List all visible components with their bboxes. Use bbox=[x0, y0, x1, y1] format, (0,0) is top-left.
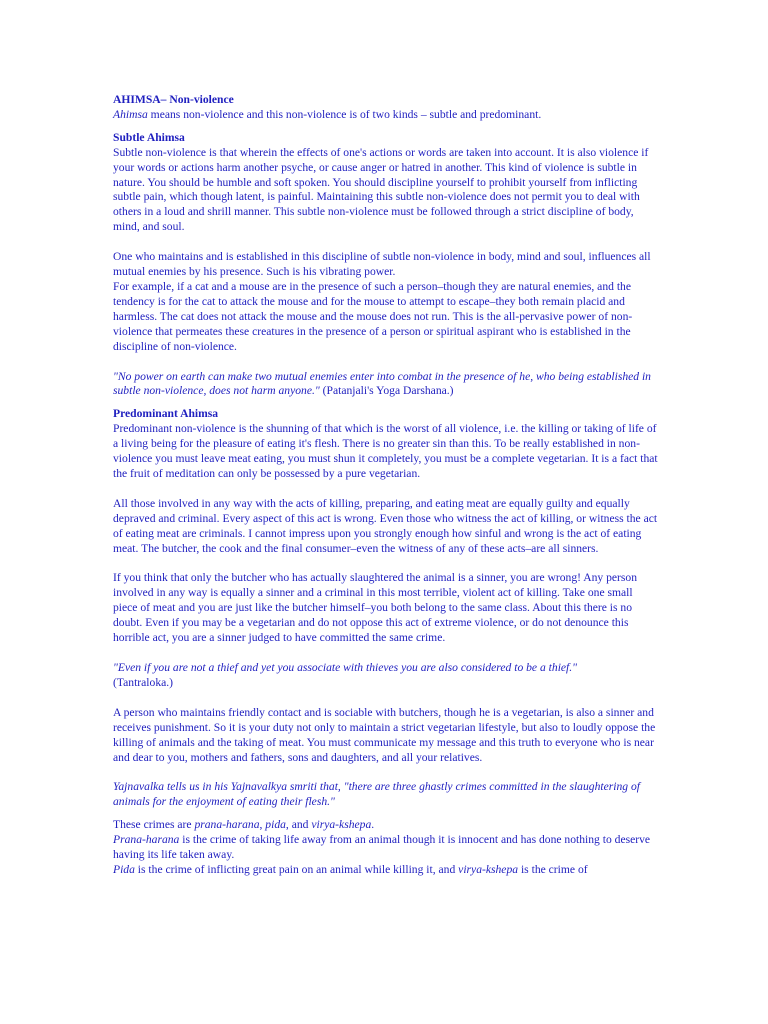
doc-title: AHIMSA– Non-violence bbox=[113, 93, 234, 106]
definition-2-term: Pida bbox=[113, 862, 135, 876]
crimes-line bbox=[113, 818, 658, 833]
document-page bbox=[113, 93, 658, 878]
quote-3-text: Yajnavalka tells us in his Yajnavalkya smriti that, "there are three ghastly crimes committed in the slaughtering of animals for the enjoyment of eating their flesh." bbox=[113, 780, 640, 809]
crimes-end: . bbox=[371, 818, 375, 832]
predominant-heading: Predominant Ahimsa bbox=[113, 407, 219, 421]
quote-2 bbox=[113, 661, 658, 676]
predominant-paragraph-3: If you think that only the butcher who has actually slaughtered the animal is a sinner, you are wrong! Any person involved in any way is equally a sinner and a criminal in this most terrible, violent act of killing. Take one small piece of meat and you are just like the butcher himself–you both belong to the same class. About this there is no doubt. Even if you may be a vegetarian and do not oppose this act of extreme violence, or do not denounce this horrible act, you are a sinner judged to have committed the same crime. bbox=[113, 571, 638, 645]
subtle-heading: Subtle Ahimsa bbox=[113, 130, 185, 144]
quote-1-text: "No power on earth can make two mutual enemies enter into combat in the presence of he, who being established in subtle non-violence, does not harm anyone." bbox=[113, 369, 651, 398]
quote-2-source: (Tantraloka.) bbox=[113, 675, 174, 689]
definition-2-text: is the crime of inflicting great pain on an animal while killing it, and bbox=[134, 862, 459, 876]
crimes-intro: These crimes are bbox=[113, 818, 195, 832]
subtle-paragraph-3: For example, if a cat and a mouse are in the presence of such a person–though they are natural enemies, and the tendency is for the cat to attack the mouse and for the mouse to attempt to escape–they both remain placid and harmless. The cat does not attack the mouse and the mouse does not run. This is the all-pervasive power of non-violence that permeates these creatures in the presence of a person or spiritual aspirant who is established in the discipline of non-violence. bbox=[113, 279, 633, 353]
intro-paragraph bbox=[113, 108, 658, 123]
definition-1-term: Prana-harana bbox=[113, 833, 180, 847]
quote-2-text: "Even if you are not a thief and yet you associate with thieves you are also considered to be a thief." bbox=[113, 661, 578, 674]
crimes-sep-2: , and bbox=[285, 818, 312, 832]
crime-term-3: virya-kshepa bbox=[311, 818, 372, 832]
quote-1 bbox=[113, 370, 658, 400]
quote-3 bbox=[113, 780, 658, 810]
intro-text: means non-violence and this non-violence is of two kinds – subtle and predominant. bbox=[147, 107, 542, 121]
crimes-sep-1: , bbox=[259, 818, 266, 832]
subtle-paragraph-2: One who maintains and is established in this discipline of subtle non-violence in body, mind and soul, influences all mutual enemies by his presence. Such is his vibrating power. bbox=[113, 250, 651, 279]
predominant-paragraph-2: All those involved in any way with the acts of killing, preparing, and eating meat are equally guilty and equally depraved and criminal. Every aspect of this act is wrong. Even those who witness the act of killing, or witness the act of eating meat are criminals. I cannot impress upon you strongly enough how sinful and wrong is the act of eating meat. The butcher, the cook and the final consumer–even the witness of any of these acts–are all sinners. bbox=[113, 496, 658, 555]
subtle-paragraph-1: Subtle non-violence is that wherein the effects of one's actions or words are taken into account. It is also violence if your words or actions harm another psyche, or cause anger or hatred in another. This kind of violence is subtle in nature. You should be humble and soft spoken. You should discipline yourself to prohibit yourself from inflicting subtle pain, which though latent, is painful. Maintaining this subtle non-violence does not permit you to deal with others in a loud and shrill manner. This subtle non-violence must be followed through a strict discipline of body, mind, and soul. bbox=[113, 145, 649, 234]
predominant-paragraph-4: A person who maintains friendly contact and is sociable with butchers, though he is a vegetarian, is also a sinner and receives punishment. So it is your duty not only to maintain a strict vegetarian lifestyle, but also to loudly oppose the killing of animals and the taking of meat. You must communicate my message and this truth to everyone who is near and dear to you, mothers and fathers, sons and daughters, and all your relatives. bbox=[113, 705, 656, 764]
predominant-paragraph-1: Predominant non-violence is the shunning of that which is the worst of all violence, i.e. the killing or taking of life of a living being for the pleasure of eating it's flesh. There is no greater sin than this. To be really established in non-violence you must leave meat eating, you must shun it completely, you must be a complete vegetarian. It is a fact that the fruit of meditation can only be possessed by a pure vegetarian. bbox=[113, 422, 658, 480]
crime-term-1: prana-harana bbox=[194, 818, 260, 832]
definition-1-text: is the crime of taking life away from an animal though it is innocent and has done nothing to deserve having its life taken away. bbox=[113, 833, 651, 862]
definition-1 bbox=[113, 833, 658, 863]
quote-1-source: (Patanjali's Yoga Darshana.) bbox=[319, 384, 454, 398]
definition-3-text: is the crime of bbox=[518, 862, 588, 876]
crime-term-2: pida bbox=[265, 818, 286, 832]
definition-2 bbox=[113, 863, 658, 878]
intro-term: Ahimsa bbox=[113, 107, 148, 121]
definition-3-term: virya-kshepa bbox=[458, 862, 519, 876]
